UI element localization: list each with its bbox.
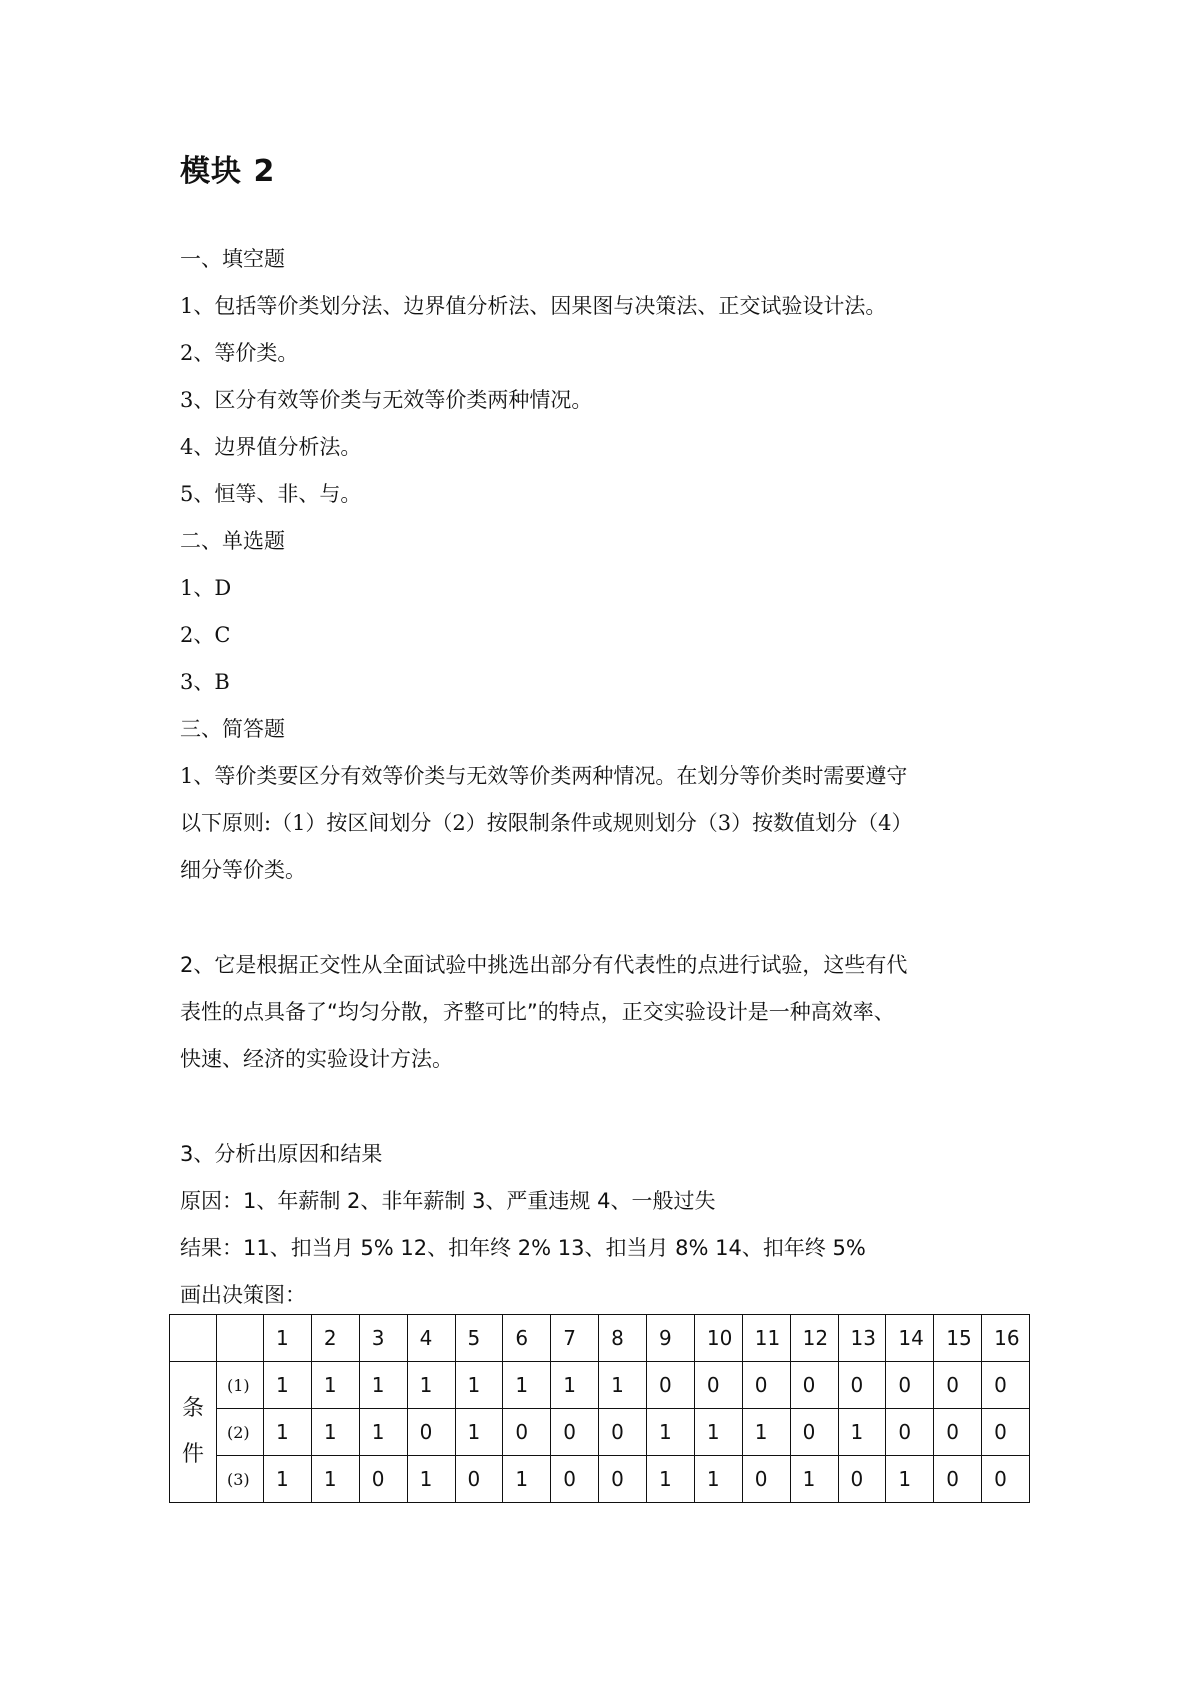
condition-label-char: 件 <box>181 1442 204 1467</box>
table-cell: 1 <box>264 1362 312 1409</box>
table-header-cell: 14 <box>886 1315 934 1362</box>
table-cell: 1 <box>359 1409 407 1456</box>
table-cell: 0 <box>934 1409 982 1456</box>
table-header-cell: 8 <box>599 1315 647 1362</box>
table-cell: 1 <box>455 1409 503 1456</box>
table-cell: 0 <box>694 1362 742 1409</box>
text-line: 画出决策图： <box>180 1283 306 1307</box>
table-cell: 1 <box>359 1362 407 1409</box>
table-cell: 0 <box>790 1409 838 1456</box>
table-header-cell: 11 <box>742 1315 790 1362</box>
table-cell: 1 <box>311 1456 359 1503</box>
table-header-cell: 7 <box>551 1315 599 1362</box>
table-cell: 1 <box>647 1409 695 1456</box>
row-label-cell: (1) <box>217 1362 264 1409</box>
text-line: 2、C <box>180 623 231 647</box>
table-cell: 0 <box>407 1409 455 1456</box>
table-row <box>170 1456 1030 1503</box>
page-title: 模块 2 <box>180 154 276 189</box>
table-header-cell: 6 <box>503 1315 551 1362</box>
table-corner-cell <box>217 1315 264 1362</box>
text-line: 结果：11、扣当月 5% 12、扣年终 2% 13、扣当月 8% 14、扣年终 5% <box>180 1236 866 1260</box>
text-line: 细分等价类。 <box>180 858 306 882</box>
row-label-cell: (2) <box>217 1409 264 1456</box>
table-cell: 0 <box>886 1409 934 1456</box>
table-cell: 1 <box>886 1456 934 1503</box>
text-line: 三、简答题 <box>180 717 285 741</box>
table-header-cell: 9 <box>647 1315 695 1362</box>
table-cell: 1 <box>264 1456 312 1503</box>
text-line: 3、分析出原因和结果 <box>180 1142 383 1166</box>
text-line: 快速、经济的实验设计方法。 <box>180 1047 453 1071</box>
table-cell: 1 <box>311 1362 359 1409</box>
table-cell: 1 <box>455 1362 503 1409</box>
table-cell: 0 <box>982 1456 1030 1503</box>
table-cell: 0 <box>982 1362 1030 1409</box>
table-header-cell: 4 <box>407 1315 455 1362</box>
table-cell: 1 <box>790 1456 838 1503</box>
table-cell: 0 <box>742 1362 790 1409</box>
table-cell: 0 <box>599 1456 647 1503</box>
text-line: 4、边界值分析法。 <box>180 435 362 459</box>
table-cell: 1 <box>311 1409 359 1456</box>
table-cell: 0 <box>551 1456 599 1503</box>
table-header-cell: 5 <box>455 1315 503 1362</box>
table-header-cell: 13 <box>838 1315 886 1362</box>
table-header-cell: 10 <box>694 1315 742 1362</box>
table-cell: 0 <box>359 1456 407 1503</box>
text-line: 原因：1、年薪制 2、非年薪制 3、严重违规 4、一般过失 <box>180 1189 716 1213</box>
table-cell: 0 <box>599 1409 647 1456</box>
row-label-cell: (3) <box>217 1456 264 1503</box>
text-line: 1、等价类要区分有效等价类与无效等价类两种情况。在划分等价类时需要遵守 <box>180 764 908 788</box>
table-cell: 0 <box>551 1409 599 1456</box>
text-line: 1、D <box>180 576 232 600</box>
table-cell: 1 <box>599 1362 647 1409</box>
table-cell: 1 <box>694 1409 742 1456</box>
text-line: 2、它是根据正交性从全面试验中挑选出部分有代表性的点进行试验，这些有代 <box>180 953 908 977</box>
table-cell: 0 <box>503 1409 551 1456</box>
table-row <box>170 1362 1030 1409</box>
text-line: 一、填空题 <box>180 247 285 271</box>
table-cell: 1 <box>838 1409 886 1456</box>
table-cell: 1 <box>407 1362 455 1409</box>
text-line: 3、区分有效等价类与无效等价类两种情况。 <box>180 388 593 412</box>
table-cell: 1 <box>551 1362 599 1409</box>
text-line: 表性的点具备了“均匀分散，齐整可比”的特点，正交实验设计是一种高效率、 <box>180 1000 895 1024</box>
table-cell: 0 <box>982 1409 1030 1456</box>
table-header-cell: 15 <box>934 1315 982 1362</box>
table-cell: 1 <box>694 1456 742 1503</box>
table-header-cell: 1 <box>264 1315 312 1362</box>
table-cell: 0 <box>742 1456 790 1503</box>
text-line: 二、单选题 <box>180 529 285 553</box>
table-cell: 0 <box>790 1362 838 1409</box>
table-header-cell: 16 <box>982 1315 1030 1362</box>
table-header-row <box>170 1315 1030 1362</box>
condition-label-cell <box>170 1362 217 1503</box>
table-row <box>170 1409 1030 1456</box>
table-cell: 0 <box>647 1362 695 1409</box>
text-line: 1、包括等价类划分法、边界值分析法、因果图与决策法、正交试验设计法。 <box>180 294 887 318</box>
table-cell: 0 <box>838 1362 886 1409</box>
table-cell: 1 <box>264 1409 312 1456</box>
decision-table <box>169 1314 1030 1503</box>
table-header-cell: 3 <box>359 1315 407 1362</box>
condition-label-char: 条 <box>181 1396 204 1421</box>
table-corner-cell <box>170 1315 217 1362</box>
table-cell: 0 <box>455 1456 503 1503</box>
table-cell: 1 <box>407 1456 455 1503</box>
table-cell: 1 <box>647 1456 695 1503</box>
text-line: 5、恒等、非、与。 <box>180 482 362 506</box>
table-cell: 1 <box>742 1409 790 1456</box>
table-cell: 1 <box>503 1456 551 1503</box>
text-line: 以下原则:（1）按区间划分（2）按限制条件或规则划分（3）按数值划分（4） <box>180 811 913 835</box>
table-cell: 0 <box>886 1362 934 1409</box>
table-cell: 0 <box>934 1456 982 1503</box>
table-cell: 1 <box>503 1362 551 1409</box>
table-header-cell: 12 <box>790 1315 838 1362</box>
table-cell: 0 <box>838 1456 886 1503</box>
text-line: 2、等价类。 <box>180 341 299 365</box>
text-line: 3、B <box>180 670 230 694</box>
table-cell: 0 <box>934 1362 982 1409</box>
table-header-cell: 2 <box>311 1315 359 1362</box>
